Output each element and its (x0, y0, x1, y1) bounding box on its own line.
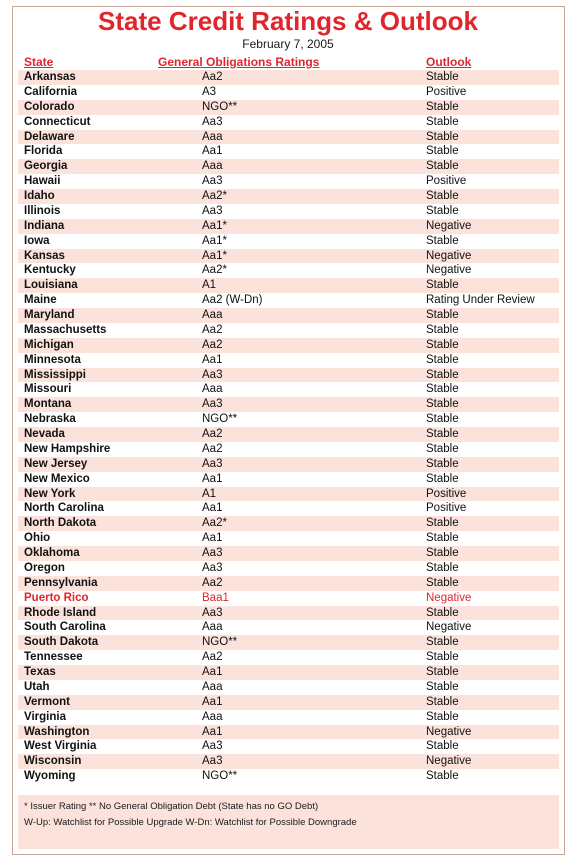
rating-cell: Aa2 (202, 323, 223, 336)
state-cell: Rhode Island (24, 606, 97, 619)
state-cell: Virginia (24, 710, 66, 723)
outlook-cell: Stable (426, 770, 459, 783)
rating-cell: Aa1 (202, 145, 223, 158)
table-row (18, 739, 559, 754)
state-cell: Idaho (24, 190, 55, 202)
table-row (18, 620, 559, 635)
table-row (18, 249, 559, 264)
state-cell: Ohio (24, 532, 51, 545)
table-row (18, 293, 559, 308)
outlook-cell: Stable (426, 651, 459, 664)
table-row (18, 412, 559, 427)
outlook-cell: Stable (426, 532, 459, 545)
state-cell: Oregon (24, 561, 65, 574)
table-row (18, 338, 559, 353)
table-row (18, 263, 559, 278)
rating-cell: NGO** (202, 636, 238, 649)
outlook-cell: Stable (426, 323, 459, 336)
outlook-cell: Stable (426, 279, 459, 292)
state-cell: Massachusetts (24, 323, 107, 336)
outlook-cell: Stable (426, 636, 459, 649)
table-row (18, 650, 559, 665)
rating-cell: Aa2 (202, 651, 223, 664)
rating-cell: Aa1* (202, 219, 227, 232)
table-row (18, 710, 559, 725)
state-cell: New York (24, 487, 76, 500)
rating-cell: NGO** (202, 413, 238, 426)
outlook-cell: Stable (426, 547, 459, 559)
table-row (18, 382, 559, 397)
table-row (18, 427, 559, 442)
state-cell: Indiana (24, 219, 65, 232)
state-cell: Arkansas (24, 71, 76, 83)
table-row (18, 695, 559, 710)
table-row (18, 546, 559, 561)
table-row (18, 665, 559, 680)
state-cell: West Virginia (24, 740, 97, 753)
outlook-cell: Stable (426, 368, 459, 381)
outlook-cell: Stable (426, 309, 459, 321)
table-row (18, 278, 559, 293)
table-row (18, 353, 559, 368)
rating-cell: Aa2 (202, 442, 223, 455)
outlook-cell: Stable (426, 576, 459, 589)
state-cell: Michigan (24, 338, 74, 351)
outlook-cell: Stable (426, 413, 459, 426)
table-row (18, 561, 559, 576)
rating-cell: Aa3 (202, 175, 223, 188)
table-row (18, 159, 559, 174)
rating-cell: NGO** (202, 100, 238, 113)
state-cell: Washington (24, 725, 90, 738)
table-row (18, 516, 559, 531)
rating-cell: Aa2 (202, 71, 223, 83)
rating-cell: Aaa (202, 130, 223, 143)
state-cell: Pennsylvania (24, 576, 98, 589)
rating-cell: Baa1 (202, 591, 229, 604)
state-cell: Missouri (24, 383, 72, 396)
rating-cell: Aaa (202, 680, 223, 693)
state-cell: New Jersey (24, 457, 88, 470)
outlook-cell: Stable (426, 383, 459, 396)
state-cell: Delaware (24, 130, 75, 143)
rating-cell: Aaa (202, 621, 223, 634)
rating-cell: Aa3 (202, 398, 223, 411)
table-row (18, 576, 559, 591)
outlook-cell: Positive (426, 85, 467, 98)
state-cell: North Dakota (24, 517, 97, 530)
table-row (18, 397, 559, 412)
table-row (18, 144, 559, 159)
table-row (18, 754, 559, 769)
outlook-cell: Positive (426, 487, 467, 500)
outlook-cell: Stable (426, 666, 459, 678)
outlook-cell: Stable (426, 160, 459, 173)
state-cell: Mississippi (24, 368, 86, 381)
table-row (18, 487, 559, 502)
column-header-rating: General Obligations Ratings (158, 55, 320, 69)
outlook-cell: Stable (426, 145, 459, 158)
outlook-cell: Rating Under Review (426, 294, 535, 307)
state-cell: Georgia (24, 160, 68, 173)
outlook-cell: Negative (426, 591, 472, 604)
state-cell: California (24, 85, 78, 98)
page-title: State Credit Ratings & Outlook (98, 6, 478, 36)
table-row (18, 219, 559, 234)
table-row (18, 234, 559, 249)
rating-cell: Aa2 (202, 576, 223, 589)
table-row (18, 70, 559, 85)
state-cell: Illinois (24, 204, 61, 217)
rating-cell: Aa3 (202, 755, 223, 768)
rating-cell: Aa1 (202, 502, 223, 515)
outlook-cell: Stable (426, 561, 459, 574)
state-cell: Utah (24, 680, 50, 693)
state-cell: Kansas (24, 249, 65, 262)
rating-cell: Aa1* (202, 249, 227, 262)
rating-cell: Aa2* (202, 264, 227, 277)
outlook-cell: Stable (426, 398, 459, 411)
table-row (18, 323, 559, 338)
outlook-cell: Stable (426, 517, 459, 530)
outlook-cell: Stable (426, 442, 459, 455)
table-row (18, 591, 559, 606)
table-row (18, 769, 559, 784)
state-cell: Puerto Rico (24, 591, 89, 604)
rating-cell: Aa1 (202, 472, 223, 485)
state-cell: Florida (24, 145, 63, 158)
column-header-state: State (24, 55, 54, 69)
outlook-cell: Stable (426, 100, 459, 113)
state-cell: Colorado (24, 100, 75, 113)
footnote-line-2: W-Up: Watchlist for Possible Upgrade W-Dn: Watchlist for Possible Downgrade (24, 817, 357, 828)
rating-cell: Aa3 (202, 115, 223, 128)
state-cell: Nevada (24, 428, 65, 440)
outlook-cell: Stable (426, 338, 459, 351)
state-cell: South Carolina (24, 621, 106, 634)
table-row (18, 368, 559, 383)
rating-cell: Aa1 (202, 532, 223, 545)
rating-cell: NGO** (202, 770, 238, 783)
state-cell: Nebraska (24, 413, 76, 426)
state-cell: Louisiana (24, 279, 78, 292)
rating-cell: Aa2 (202, 428, 223, 440)
table-row (18, 130, 559, 145)
outlook-cell: Stable (426, 428, 459, 440)
state-cell: Minnesota (24, 353, 81, 366)
table-row (18, 680, 559, 695)
table-row (18, 457, 559, 472)
table-row (18, 85, 559, 100)
rating-cell: A1 (202, 279, 217, 292)
state-cell: Maine (24, 294, 57, 307)
state-cell: South Dakota (24, 636, 99, 649)
outlook-cell: Negative (426, 219, 472, 232)
state-cell: Texas (24, 666, 56, 678)
footnotes (18, 795, 559, 849)
state-cell: Tennessee (24, 651, 83, 664)
rating-cell: Aa2 (W-Dn) (202, 294, 263, 307)
rating-cell: Aaa (202, 383, 223, 396)
state-cell: Vermont (24, 695, 71, 708)
outlook-cell: Stable (426, 457, 459, 470)
state-cell: Oklahoma (24, 547, 80, 559)
state-cell: Wyoming (24, 770, 76, 783)
outlook-cell: Stable (426, 115, 459, 128)
outlook-cell: Stable (426, 472, 459, 485)
rating-cell: Aaa (202, 309, 223, 321)
outlook-cell: Stable (426, 680, 459, 693)
outlook-cell: Negative (426, 621, 472, 634)
state-cell: New Hampshire (24, 442, 111, 455)
outlook-cell: Stable (426, 204, 459, 217)
outlook-cell: Stable (426, 130, 459, 143)
rating-cell: Aa1* (202, 234, 227, 247)
table-row (18, 472, 559, 487)
rating-cell: Aa3 (202, 204, 223, 217)
table-row (18, 606, 559, 621)
outlook-cell: Stable (426, 695, 459, 708)
table-row (18, 204, 559, 219)
state-cell: Connecticut (24, 115, 91, 128)
state-cell: North Carolina (24, 502, 104, 515)
rating-cell: A1 (202, 487, 217, 500)
state-cell: New Mexico (24, 472, 90, 485)
table-row (18, 501, 559, 516)
outlook-cell: Stable (426, 740, 459, 753)
rating-cell: Aaa (202, 160, 223, 173)
rating-cell: Aa3 (202, 561, 223, 574)
table-row (18, 531, 559, 546)
outlook-cell: Stable (426, 606, 459, 619)
ratings-table (18, 70, 559, 784)
table-row (18, 635, 559, 650)
outlook-cell: Negative (426, 264, 472, 277)
outlook-cell: Negative (426, 725, 472, 738)
outlook-cell: Positive (426, 502, 467, 515)
rating-cell: Aa2* (202, 517, 227, 530)
rating-cell: Aa3 (202, 547, 223, 559)
rating-cell: Aaa (202, 710, 223, 723)
outlook-cell: Stable (426, 71, 459, 83)
outlook-cell: Negative (426, 755, 472, 768)
outlook-cell: Stable (426, 353, 459, 366)
state-cell: Wisconsin (24, 755, 82, 768)
rating-cell: A3 (202, 85, 217, 98)
outlook-cell: Positive (426, 175, 467, 188)
rating-cell: Aa3 (202, 606, 223, 619)
page-date: February 7, 2005 (242, 37, 334, 51)
footnote-line-1: * Issuer Rating ** No General Obligation Debt (State has no GO Debt) (24, 801, 319, 812)
table-row (18, 308, 559, 323)
state-cell: Montana (24, 398, 72, 411)
rating-cell: Aa3 (202, 457, 223, 470)
rating-cell: Aa2 (202, 338, 223, 351)
outlook-cell: Negative (426, 249, 472, 262)
column-header-outlook: Outlook (426, 55, 472, 69)
rating-cell: Aa1 (202, 725, 223, 738)
rating-cell: Aa1 (202, 666, 223, 678)
outlook-cell: Stable (426, 190, 459, 202)
table-row (18, 189, 559, 204)
state-cell: Maryland (24, 309, 75, 321)
rating-cell: Aa1 (202, 695, 223, 708)
rating-cell: Aa1 (202, 353, 223, 366)
state-cell: Iowa (24, 234, 50, 247)
state-cell: Hawaii (24, 175, 61, 188)
table-row (18, 174, 559, 189)
rating-cell: Aa3 (202, 740, 223, 753)
outlook-cell: Stable (426, 710, 459, 723)
table-row (18, 442, 559, 457)
rating-cell: Aa3 (202, 368, 223, 381)
outlook-cell: Stable (426, 234, 459, 247)
table-row (18, 115, 559, 130)
table-row (18, 100, 559, 115)
rating-cell: Aa2* (202, 190, 227, 202)
state-cell: Kentucky (24, 264, 76, 277)
table-row (18, 725, 559, 740)
